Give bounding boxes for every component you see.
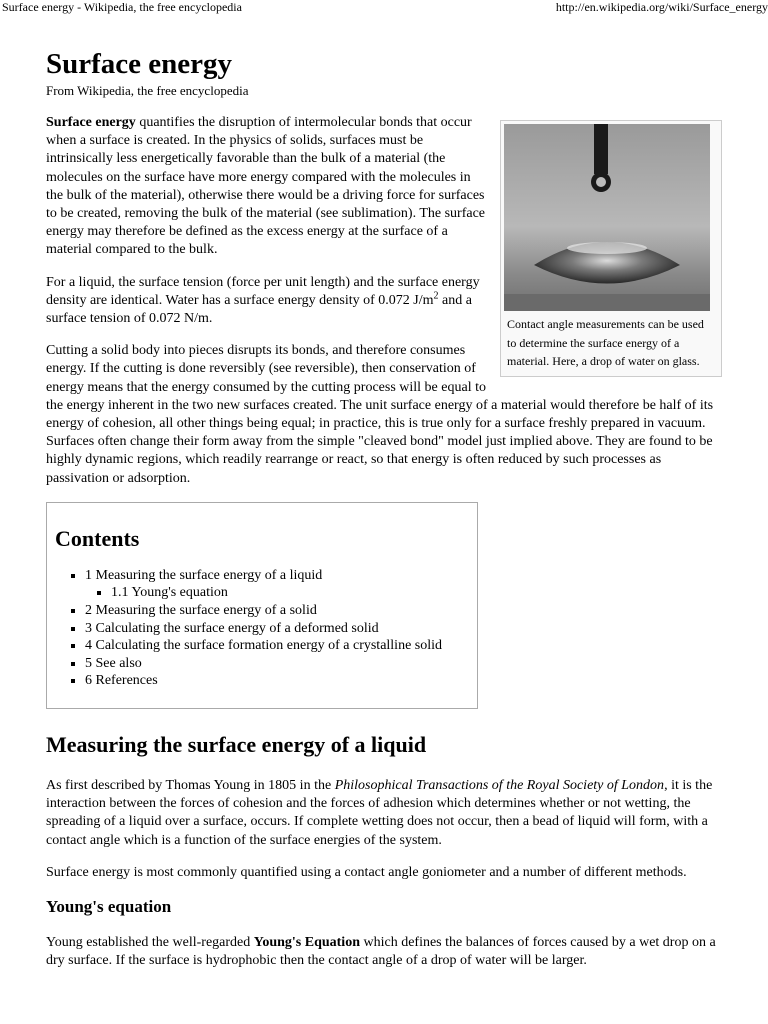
young-history-paragraph: As first described by Thomas Young in 1805 in the Philosophical Transactions of the Royal Society of London, it is the interaction between the forces of cohesion and the forces of adhesion which determines whether or not wetting, the spreading of a liquid over a surface, occurs. If complete wetting does not occur, then a bead of liquid will form, with a contact angle which is a function of the surface energies of the system. (46, 778, 713, 848)
tagline: From Wikipedia, the free encyclopedia (46, 83, 249, 98)
toc-list (55, 567, 463, 690)
toc-item-3[interactable]: ▪ 3 Calculating the surface energy of a deformed solid (85, 620, 463, 638)
page-title: Surface energy (46, 48, 233, 80)
water-drop-image (504, 124, 710, 311)
subsection-heading-young: Young's equation (46, 897, 172, 917)
liquid-text-a: For a liquid, the surface tension (force per unit length) and the surface energy density are identical. Water has a surface energy density of 0.072 J/m (46, 274, 480, 308)
table-of-contents (46, 502, 478, 709)
toc-item-6[interactable]: ▪ 6 References (85, 672, 463, 690)
journal-title: Philosophical Transactions of the Royal Society of London (334, 778, 665, 794)
intro-bold-term: Surface energy (46, 115, 136, 130)
print-header (0, 0, 768, 16)
print-header-url: http://en.wikipedia.org/wiki/Surface_energy (555, 0, 768, 14)
toc-item-4[interactable]: ▪ 4 Calculating the surface formation energy of a crystalline solid (85, 637, 463, 655)
young-equation-paragraph: Young established the well-regarded Young's Equation which defines the balances of forces caused by a wet drop on a dry surface. If the surface is hydrophobic then the contact angle of a drop of water will be larger. (46, 935, 716, 969)
toc-item-1[interactable]: ▪ 1 Measuring the surface energy of a liquid ▪ 1.1 Young's equation (85, 567, 463, 602)
cutting-paragraph: Cutting a solid body into pieces disrupts its bonds, and therefore consumes energy. If the cutting is done reversibly (see reversible), then conservation of energy means that the energy consumed by the cutting process will be equal to the energy inherent in the two new surfaces created. The unit surface energy of a material would therefore be half of its energy of cohesion, all other things being equal; in practice, this is true only for a surface freshly prepared in vacuum. Surfaces often change their form away from the simple "cleaved bond" model just implied above. They are found to be highly dynamic regions, which readily rearrange or react, so that energy is often reduced by such processes as passivation or adsorption. (46, 343, 714, 486)
intro-text: quantifies the disruption of intermolecular bonds that occur when a surface is created. In the physics of solids, surfaces must be intrinsically less energetically favorable than the bulk of a material (the molecules on the surface have more energy compared with the molecules in the bulk of the material), otherwise there would be a driving force for surfaces to be created, removing the bulk of the material (see sublimation). The surface energy may therefore be defined as the excess energy at the surface of a material compared to the bulk. (46, 115, 486, 258)
toc-item-5[interactable]: ▪ 5 See also (85, 655, 463, 673)
toc-item-1-1[interactable]: ▪ 1.1 Young's equation (111, 584, 463, 602)
young-equation-bold: Young's Equation (253, 935, 360, 951)
print-header-title: Surface energy - Wikipedia, the free encyclopedia (2, 0, 242, 14)
figure-caption: Contact angle measurements can be used to determine the surface energy of a material. Here, a drop of water on glass. (507, 317, 704, 368)
section-heading-liquid: Measuring the surface energy of a liquid (46, 732, 427, 758)
toc-title: Contents (55, 525, 140, 551)
goniometer-paragraph: Surface energy is most commonly quantified using a contact angle goniometer and a number of different methods. (46, 864, 687, 880)
figure-box (500, 120, 722, 377)
liquid-text-b: and a surface tension of 0.072 N/m. (46, 292, 472, 327)
contact-angle-photo[interactable] (504, 124, 710, 311)
liquid-superscript: 2 (433, 290, 439, 302)
article-content (46, 46, 722, 984)
toc-item-2[interactable]: ▪ 2 Measuring the surface energy of a solid (85, 602, 463, 620)
